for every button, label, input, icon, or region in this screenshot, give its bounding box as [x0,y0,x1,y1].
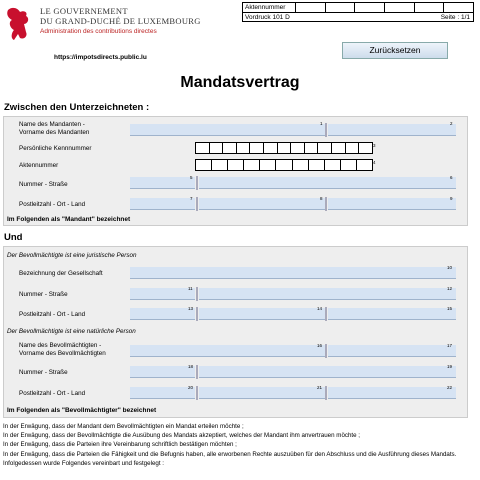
field-number: 15 [447,306,453,311]
recital-conclusion: Infolgedessen wurde Folgendes vereinbart und festgelegt : [3,459,164,467]
field-number: 7 [190,196,193,201]
gov-line-2: DU GRAND-DUCHÉ DE LUXEMBOURG [40,16,201,26]
divider [196,287,198,301]
person-ort-field[interactable] [199,387,325,399]
mandant-name-label-line1: Name des Mandanten - [19,121,85,128]
field-number: 17 [447,343,453,348]
divider [325,123,327,137]
bevollmaechtigter-name-field[interactable] [130,345,325,357]
mandant-name-label [19,121,89,137]
divider [325,307,327,321]
mandant-plz-field[interactable] [130,198,195,210]
field-number: 13 [188,306,194,311]
mandant-strasse-field[interactable] [199,177,456,189]
mandant-ort-label: Postleitzahl - Ort - Land [19,201,86,208]
bevollmaechtigter-vorname-field[interactable] [328,345,456,357]
field-number: 12 [447,286,453,291]
mandant-strasse-label: Nummer - Straße [19,181,68,188]
divider [196,365,198,379]
divider [196,176,198,190]
government-name [40,6,201,37]
person-strasse-field[interactable] [199,366,456,378]
mandant-ort-field[interactable] [199,198,325,210]
firma-land-field[interactable] [328,308,456,320]
divider [325,386,327,400]
recital-3: In der Erwägung, dass die Parteien ihre Vereinbarung schriftlich bestätigen möchten ; [3,441,237,449]
administration-name: Administration des contributions directes [40,28,157,35]
bevollmaechtigter-footer: Im Folgenden als "Bevollmächtigter" bezeichnet [7,407,157,414]
mandant-footer: Im Folgenden als "Mandant" bezeichnet [7,216,131,223]
bevollmaechtigter-name-label-line1: Name des Bevollmächtigten - [19,342,102,349]
form-meta-box [242,2,474,22]
field-number: 9 [450,196,453,201]
kennnummer-label: Persönliche Kennnummer [19,145,92,152]
firma-strasse-field[interactable] [199,288,456,300]
mandant-name-field[interactable] [130,124,325,136]
section1-heading: Zwischen den Unterzeichneten : [4,102,150,113]
reset-button[interactable]: Zurücksetzen [342,42,448,59]
section2-heading: Und [4,232,23,243]
kennnummer-field[interactable] [195,142,373,154]
mandant-hausnummer-field[interactable] [130,177,195,189]
firma-ort-label: Postleitzahl - Ort - Land [19,311,86,318]
mandant-aktennummer-label: Aktennummer [19,162,59,169]
mandant-aktennummer-field[interactable] [195,159,373,171]
person-plz-field[interactable] [130,387,195,399]
firma-ort-field[interactable] [199,308,325,320]
person-ort-label: Postleitzahl - Ort - Land [19,390,86,397]
field-number: 14 [317,306,323,311]
field-number: 4 [373,160,376,165]
recital-1: In der Erwägung, dass der Mandant dem Bevollmächtigten ein Mandat erteilen möchte ; [3,423,244,430]
juristic-person-note: Der Bevollmächtigte ist eine juristische Person [7,252,137,259]
bevollmaechtigter-name-label-line2: Vorname des Bevollmächtigten [19,350,106,357]
firma-plz-field[interactable] [130,308,195,320]
mandant-panel [3,116,468,226]
website-url: https://impotsdirects.public.lu [54,54,147,61]
divider [325,197,327,211]
divider [196,307,198,321]
field-number: 19 [447,364,453,369]
aktennummer-meta-label: Aktennummer [245,4,286,11]
field-number: 6 [450,175,453,180]
page-indicator: Seite : 1/1 [440,13,470,21]
mandant-vorname-field[interactable] [328,124,456,136]
recitals [3,422,477,468]
field-number: 2 [450,121,453,126]
field-number: 1 [320,121,323,126]
mandant-name-label-line2: Vorname des Mandanten [19,129,90,136]
field-number: 5 [190,175,193,180]
recital-2: In der Erwägung, dass der Bevollmächtigte die Ausübung des Mandats akzeptiert, welches der Mandant ihm anvertrauen möchte ; [3,432,361,440]
firma-strasse-label: Nummer - Straße [19,291,68,298]
divider [325,344,327,358]
gesellschaft-field[interactable] [130,267,456,279]
divider [196,386,198,400]
field-number: 11 [188,286,193,291]
vordruck-label: Vordruck 101 D [245,14,290,21]
bevollmaechtigter-name-label [19,342,106,358]
person-strasse-label: Nummer - Straße [19,369,68,376]
field-number: 22 [447,385,453,390]
page-title: Mandatsvertrag [180,74,300,91]
firma-hausnummer-field[interactable] [130,288,195,300]
field-number: 16 [317,343,323,348]
field-number: 3 [373,143,376,148]
person-hausnummer-field[interactable] [130,366,195,378]
aktennummer-meta-field[interactable] [295,3,473,12]
field-number: 21 [317,385,323,390]
gesellschaft-label: Bezeichnung der Gesellschaft [19,270,103,277]
person-land-field[interactable] [328,387,456,399]
field-number: 10 [447,265,453,270]
field-number: 20 [188,385,194,390]
field-number: 18 [188,364,194,369]
luxembourg-lion-logo [4,4,34,44]
field-number: 8 [320,196,323,201]
gov-line-1: LE GOUVERNEMENT [40,6,128,16]
divider [196,197,198,211]
bevollmaechtigter-panel [3,246,468,418]
mandant-land-field[interactable] [328,198,456,210]
recital-4: In der Erwägung, dass die Parteien die Fähigkeit und die Befugnis haben, alle erworbenen Rechte auszuüben für den Abschluss und die Ausführung dieses Mandats. [3,450,457,458]
natural-person-note: Der Bevollmächtigte ist eine natürliche Person [7,328,136,335]
